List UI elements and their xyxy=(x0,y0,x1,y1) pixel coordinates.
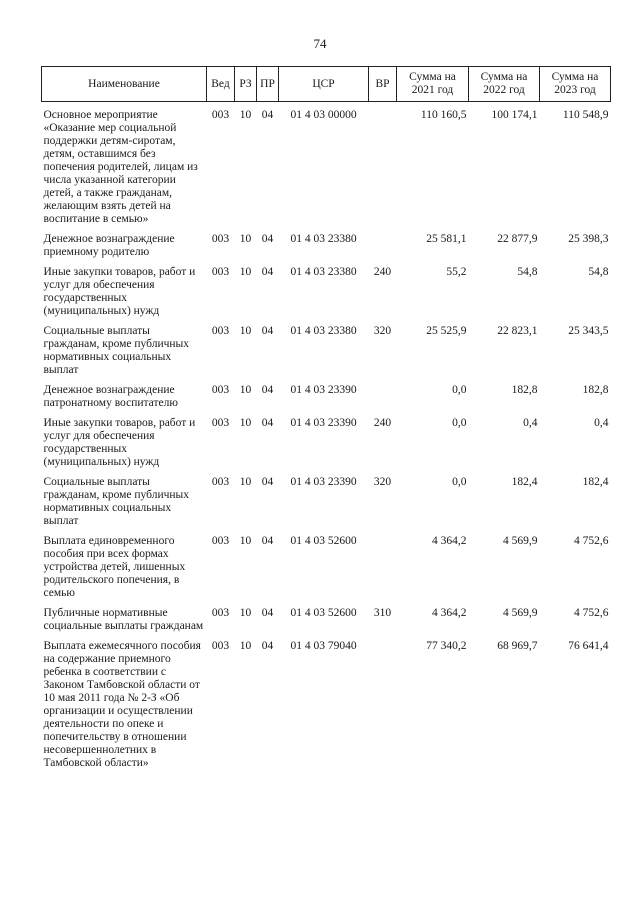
cell-pr: 04 xyxy=(261,640,274,652)
cell-csr: 01 4 03 23380 xyxy=(290,266,357,278)
cell-rz: 10 xyxy=(239,384,252,396)
cell-rz: 10 xyxy=(239,266,252,278)
table-row xyxy=(42,233,611,259)
table-row xyxy=(42,109,611,226)
cell-name: Социальные выплаты гражданам, кроме публичных нормативных социальных выплат xyxy=(43,325,190,376)
cell-rz: 10 xyxy=(239,640,252,652)
cell-pr: 04 xyxy=(261,233,274,245)
cell-vr xyxy=(369,109,397,226)
cell-csr: 01 4 03 23380 xyxy=(290,325,357,337)
cell-sum-2022: 22 823,1 xyxy=(497,325,538,337)
cell-ved: 003 xyxy=(211,607,230,619)
header-pr: ПР xyxy=(257,67,279,102)
budget-table xyxy=(41,66,611,777)
row-spacer xyxy=(42,318,611,325)
header-name: Наименование xyxy=(42,67,207,102)
table-row xyxy=(42,384,611,410)
cell-sum-2023: 4 752,6 xyxy=(574,535,609,547)
cell-name: Денежное вознаграждение патронатному воспитателю xyxy=(43,384,178,409)
cell-sum-2022: 22 877,9 xyxy=(497,233,538,245)
cell-ved: 003 xyxy=(211,476,230,488)
cell-vr xyxy=(369,535,397,600)
cell-pr: 04 xyxy=(261,535,274,547)
cell-ved: 003 xyxy=(211,640,230,652)
cell-csr: 01 4 03 23390 xyxy=(290,476,357,488)
cell-sum-2023: 182,8 xyxy=(582,384,609,396)
cell-sum-2021: 25 581,1 xyxy=(426,233,467,245)
cell-sum-2021: 4 364,2 xyxy=(432,607,467,619)
header-ved: Вед xyxy=(207,67,235,102)
cell-sum-2021: 0,0 xyxy=(452,384,467,396)
cell-sum-2022: 4 569,9 xyxy=(503,607,538,619)
cell-name: Иные закупки товаров, работ и услуг для обеспечения государственных (муниципальных) нужд xyxy=(43,266,196,317)
cell-rz: 10 xyxy=(239,233,252,245)
table-row xyxy=(42,417,611,469)
row-spacer xyxy=(42,633,611,640)
table-header xyxy=(42,67,611,102)
cell-sum-2022: 4 569,9 xyxy=(503,535,538,547)
cell-sum-2021: 55,2 xyxy=(446,266,467,278)
row-spacer xyxy=(42,528,611,535)
cell-sum-2023: 76 641,4 xyxy=(568,640,609,652)
cell-sum-2021: 4 364,2 xyxy=(432,535,467,547)
header-vr: ВР xyxy=(369,67,397,102)
row-spacer xyxy=(42,102,611,110)
cell-csr: 01 4 03 23390 xyxy=(290,384,357,396)
cell-sum-2021: 25 525,9 xyxy=(426,325,467,337)
page-number: 74 xyxy=(313,36,327,51)
cell-pr: 04 xyxy=(261,607,274,619)
cell-vr: 320 xyxy=(373,476,392,488)
row-spacer xyxy=(42,770,611,777)
cell-sum-2023: 25 398,3 xyxy=(568,233,609,245)
cell-csr: 01 4 03 52600 xyxy=(290,535,357,547)
row-spacer xyxy=(42,377,611,384)
cell-sum-2023: 4 752,6 xyxy=(574,607,609,619)
cell-pr: 04 xyxy=(261,384,274,396)
cell-name: Выплата единовременного пособия при всех формах устройства детей, лишенных родительского попечения, в семью xyxy=(43,535,186,599)
table-row xyxy=(42,325,611,377)
cell-rz: 10 xyxy=(239,109,252,121)
row-spacer xyxy=(42,410,611,417)
header-csr: ЦСР xyxy=(279,67,369,102)
cell-sum-2022: 0,4 xyxy=(523,417,538,429)
table-row xyxy=(42,607,611,633)
cell-sum-2022: 54,8 xyxy=(517,266,538,278)
cell-csr: 01 4 03 23380 xyxy=(290,233,357,245)
cell-name: Публичные нормативные социальные выплаты гражданам xyxy=(43,607,204,632)
cell-ved: 003 xyxy=(211,266,230,278)
cell-sum-2021: 0,0 xyxy=(452,417,467,429)
cell-vr xyxy=(369,384,397,410)
cell-sum-2021: 0,0 xyxy=(452,476,467,488)
cell-ved: 003 xyxy=(211,325,230,337)
table-body xyxy=(42,102,611,778)
cell-vr: 240 xyxy=(373,417,392,429)
table-row xyxy=(42,476,611,528)
cell-pr: 04 xyxy=(261,325,274,337)
cell-sum-2021: 77 340,2 xyxy=(426,640,467,652)
cell-vr: 310 xyxy=(373,607,392,619)
table-row xyxy=(42,535,611,600)
cell-rz: 10 xyxy=(239,417,252,429)
cell-vr xyxy=(369,233,397,259)
cell-ved: 003 xyxy=(211,233,230,245)
header-rz: РЗ xyxy=(235,67,257,102)
cell-name: Иные закупки товаров, работ и услуг для обеспечения государственных (муниципальных) нужд xyxy=(43,417,196,468)
cell-sum-2023: 25 343,5 xyxy=(568,325,609,337)
header-sum-2023: Сумма на 2023 год xyxy=(540,67,611,102)
cell-rz: 10 xyxy=(239,535,252,547)
cell-pr: 04 xyxy=(261,266,274,278)
cell-rz: 10 xyxy=(239,607,252,619)
cell-sum-2022: 182,4 xyxy=(511,476,538,488)
cell-ved: 003 xyxy=(211,535,230,547)
row-spacer xyxy=(42,226,611,233)
cell-pr: 04 xyxy=(261,476,274,488)
cell-vr: 240 xyxy=(373,266,392,278)
cell-name: Основное мероприятие «Оказание мер социальной поддержки детям-сиротам, детям, оставшимся без попечения родителей, лицам из числа указанной категории детей, а также гражданам, желающим взять детей на воспитание в семью» xyxy=(43,109,198,225)
table-row xyxy=(42,640,611,770)
cell-sum-2022: 100 174,1 xyxy=(491,109,538,121)
header-sum-2022: Сумма на 2022 год xyxy=(469,67,540,102)
cell-sum-2022: 182,8 xyxy=(511,384,538,396)
header-sum-2021: Сумма на 2021 год xyxy=(397,67,469,102)
cell-sum-2023: 0,4 xyxy=(594,417,609,429)
cell-rz: 10 xyxy=(239,476,252,488)
cell-csr: 01 4 03 79040 xyxy=(290,640,357,652)
cell-ved: 003 xyxy=(211,109,230,121)
cell-sum-2023: 54,8 xyxy=(588,266,609,278)
cell-sum-2022: 68 969,7 xyxy=(497,640,538,652)
cell-sum-2021: 110 160,5 xyxy=(420,109,467,121)
cell-name: Денежное вознаграждение приемному родителю xyxy=(43,233,175,258)
row-spacer xyxy=(42,469,611,476)
cell-rz: 10 xyxy=(239,325,252,337)
cell-vr: 320 xyxy=(373,325,392,337)
cell-csr: 01 4 03 00000 xyxy=(290,109,357,121)
cell-name: Выплата ежемесячного пособия на содержание приемного ребенка в соответствии с Законом Тамбовской области от 10 мая 2011 года № 2-З «Об организации и осуществлении деятельности по опеке и попечительству в отношении несовершеннолетних в Тамбовской области» xyxy=(43,640,201,769)
cell-ved: 003 xyxy=(211,384,230,396)
cell-name: Социальные выплаты гражданам, кроме публичных нормативных социальных выплат xyxy=(43,476,190,527)
cell-pr: 04 xyxy=(261,109,274,121)
row-spacer xyxy=(42,259,611,266)
cell-csr: 01 4 03 23390 xyxy=(290,417,357,429)
cell-sum-2023: 182,4 xyxy=(582,476,609,488)
table-row xyxy=(42,266,611,318)
cell-csr: 01 4 03 52600 xyxy=(290,607,357,619)
row-spacer xyxy=(42,600,611,607)
cell-vr xyxy=(369,640,397,770)
cell-ved: 003 xyxy=(211,417,230,429)
cell-pr: 04 xyxy=(261,417,274,429)
cell-sum-2023: 110 548,9 xyxy=(562,109,609,121)
